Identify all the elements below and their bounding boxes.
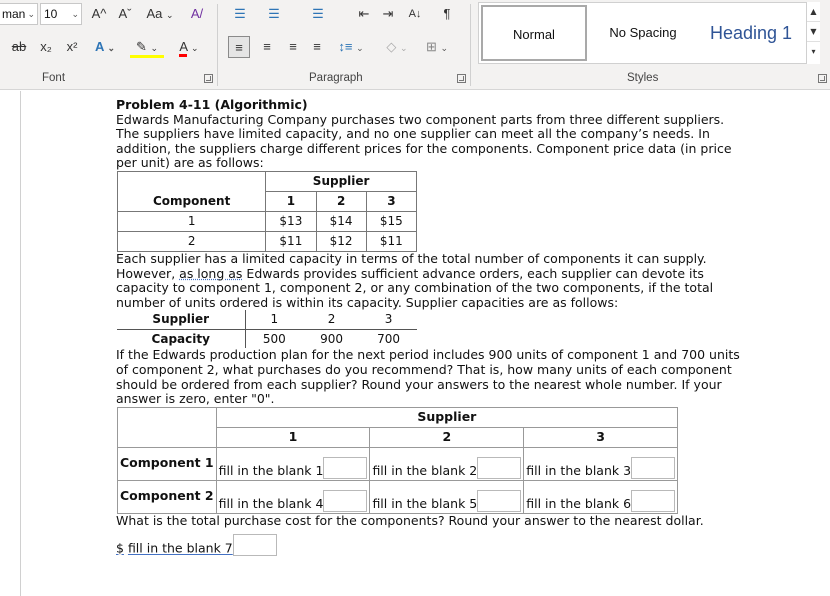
chevron-down-icon: ⌄ bbox=[150, 43, 159, 53]
supplier-col: 3 bbox=[360, 310, 417, 329]
style-heading-1[interactable]: Heading 1 bbox=[709, 23, 793, 43]
borders-button[interactable]: ⊞ ⌄ bbox=[425, 39, 449, 54]
supplier-label: Supplier bbox=[117, 310, 245, 329]
question-paragraph: If the Edwards production plan for the next period includes 900 units of component 1 and 700 units of component 2, what purchases do you recommend? That is, how many units of each component should be ordered from each supplier? Round your answers to the nearest whole number. If your answer is zero, enter "0". bbox=[116, 347, 740, 407]
blank-3-input[interactable] bbox=[631, 457, 675, 479]
supplier-header: Supplier bbox=[216, 407, 677, 427]
price-table bbox=[117, 171, 417, 252]
subscript-button[interactable]: x₂ bbox=[40, 39, 52, 54]
show-formatting-button[interactable]: ¶ bbox=[443, 6, 451, 21]
problem-title: Problem 4-11 (Algorithmic) bbox=[116, 97, 308, 112]
chevron-down-icon: ⌄ bbox=[165, 10, 174, 20]
row-label: Component 2 bbox=[118, 480, 217, 513]
center-button[interactable]: ≡ bbox=[263, 39, 271, 54]
ribbon bbox=[0, 0, 830, 90]
blank-6-input[interactable] bbox=[631, 490, 675, 512]
divider bbox=[217, 4, 218, 86]
style-normal[interactable]: Normal bbox=[481, 5, 587, 61]
font-color-button[interactable]: A ⌄ bbox=[172, 36, 206, 58]
table-row bbox=[117, 329, 417, 348]
text-effects-button[interactable]: A ⌄ bbox=[94, 39, 116, 54]
blank-7-input[interactable] bbox=[233, 534, 277, 556]
multilevel-list-button[interactable]: ☰ bbox=[312, 6, 324, 21]
change-case-button[interactable]: Aa ⌄ bbox=[146, 6, 174, 21]
answer-cell: fill in the blank 6 bbox=[524, 480, 678, 513]
document-page[interactable] bbox=[116, 98, 746, 556]
answer-cell: fill in the blank 3 bbox=[524, 447, 678, 480]
capacity-table bbox=[117, 310, 417, 348]
shrink-font-button[interactable]: Aˇ bbox=[118, 6, 132, 21]
styles-group-label: Styles bbox=[627, 72, 659, 84]
supplier-col: 1 bbox=[266, 191, 316, 211]
highlight-button[interactable] bbox=[130, 36, 164, 58]
price-cell: $11 bbox=[366, 231, 416, 251]
price-cell: $12 bbox=[316, 231, 366, 251]
cost-prefix: $ bbox=[116, 540, 124, 556]
bullets-button[interactable]: ☰ bbox=[234, 6, 246, 21]
font-size-combo[interactable]: 10 ⌄ bbox=[40, 3, 82, 25]
chevron-down-icon: ⌄ bbox=[400, 43, 408, 53]
table-row bbox=[117, 310, 417, 329]
price-cell: $15 bbox=[366, 211, 416, 231]
table-row bbox=[118, 447, 678, 480]
blank-5-input[interactable] bbox=[477, 490, 521, 512]
component-cell: 2 bbox=[118, 231, 266, 251]
capacity-label: Capacity bbox=[117, 329, 245, 348]
styles-dialog-launcher-icon[interactable] bbox=[818, 74, 827, 83]
cost-answer-line: $ fill in the blank 7 bbox=[116, 534, 746, 556]
scroll-up-icon[interactable]: ▲ bbox=[807, 2, 820, 22]
supplier-col: 1 bbox=[216, 427, 370, 447]
row-label: Component 1 bbox=[118, 447, 217, 480]
chevron-down-icon: ⌄ bbox=[71, 9, 79, 19]
style-no-spacing[interactable]: No Spacing bbox=[609, 25, 677, 40]
table-cell bbox=[118, 427, 217, 447]
more-styles-icon[interactable]: ▾ bbox=[811, 47, 816, 56]
font-group-label: Font bbox=[42, 72, 66, 84]
page-edge bbox=[20, 91, 21, 596]
blank-2-input[interactable] bbox=[477, 457, 521, 479]
grow-font-button[interactable]: A^ bbox=[91, 6, 107, 21]
supplier-header: Supplier bbox=[266, 171, 417, 191]
supplier-col: 3 bbox=[524, 427, 678, 447]
supplier-col: 3 bbox=[366, 191, 416, 211]
cost-question: What is the total purchase cost for the components? Round your answer to the nearest dollar. bbox=[116, 512, 704, 528]
chevron-down-icon: ⌄ bbox=[27, 9, 35, 19]
chevron-down-icon: ⌄ bbox=[107, 43, 116, 53]
sort-button[interactable]: A↓ bbox=[408, 8, 422, 20]
numbering-button[interactable]: ☰ bbox=[268, 6, 280, 21]
supplier-col: 2 bbox=[303, 310, 360, 329]
justify-button[interactable]: ≡ bbox=[313, 39, 321, 54]
line-spacing-button[interactable]: ↕≡ ⌄ bbox=[338, 39, 364, 54]
styles-gallery bbox=[478, 2, 818, 64]
paragraph-group-label: Paragraph bbox=[309, 72, 363, 84]
clear-formatting-button[interactable]: A/ bbox=[190, 6, 204, 21]
blank-1-input[interactable] bbox=[323, 457, 367, 479]
shading-button[interactable]: ◇ ⌄ bbox=[386, 39, 408, 54]
supplier-col: 2 bbox=[316, 191, 366, 211]
chevron-down-icon: ⌄ bbox=[191, 43, 199, 53]
superscript-button[interactable]: x² bbox=[66, 39, 78, 54]
supplier-col: 2 bbox=[370, 427, 524, 447]
chevron-down-icon: ⌄ bbox=[440, 43, 449, 53]
align-right-button[interactable]: ≡ bbox=[289, 39, 297, 54]
answer-cell: fill in the blank 1 bbox=[216, 447, 370, 480]
answer-cell: fill in the blank 2 bbox=[370, 447, 524, 480]
table-row bbox=[118, 480, 678, 513]
blank-4-input[interactable] bbox=[323, 490, 367, 512]
answer-table bbox=[117, 407, 678, 514]
styles-gallery-scroll[interactable] bbox=[806, 2, 820, 64]
increase-indent-button[interactable]: ⇥ bbox=[382, 6, 394, 21]
capacity-paragraph: Each supplier has a limited capacity in terms of the total number of components it can supply. However, as long as Edwards provides sufficient advance orders, each supplier can devote its capacity to component 1, component 2, or any combination of the two components, if the total number of units ordered is within its capacity. Supplier capacities are as follows: bbox=[116, 250, 714, 310]
price-cell: $13 bbox=[266, 211, 316, 231]
divider bbox=[470, 4, 471, 86]
align-left-button[interactable]: ≡ bbox=[228, 36, 250, 58]
price-cell: $11 bbox=[266, 231, 316, 251]
capacity-cell: 500 bbox=[262, 331, 286, 346]
table-row bbox=[118, 211, 417, 231]
font-dialog-launcher-icon[interactable] bbox=[204, 74, 213, 83]
component-header: Component bbox=[118, 191, 266, 211]
font-name-combo[interactable]: man ⌄ bbox=[0, 3, 38, 25]
highlighter-icon: ✎ bbox=[135, 39, 147, 54]
paragraph-dialog-launcher-icon[interactable] bbox=[457, 74, 466, 83]
intro-paragraph: Edwards Manufacturing Company purchases two component parts from three different suppliers. The suppliers have limited capacity, and no one supplier can meet all the company’s needs. In addition, the suppliers charge different prices for the components. Component price data (in price per unit) are as follows: bbox=[116, 111, 732, 171]
answer-cell: fill in the blank 4 bbox=[216, 480, 370, 513]
scroll-down-icon[interactable]: ▼ bbox=[807, 22, 820, 42]
capacity-cell: 700 bbox=[377, 331, 400, 346]
price-cell: $14 bbox=[316, 211, 366, 231]
supplier-col: 1 bbox=[245, 310, 303, 329]
chevron-down-icon: ⌄ bbox=[356, 43, 364, 53]
answer-cell: fill in the blank 5 bbox=[370, 480, 524, 513]
table-cell bbox=[118, 171, 266, 191]
decrease-indent-button[interactable]: ⇤ bbox=[358, 6, 370, 21]
component-cell: 1 bbox=[118, 211, 266, 231]
table-row bbox=[118, 231, 417, 251]
strikethrough-button[interactable]: ab bbox=[11, 39, 27, 54]
table-cell bbox=[118, 407, 217, 427]
capacity-cell: 900 bbox=[320, 331, 344, 346]
